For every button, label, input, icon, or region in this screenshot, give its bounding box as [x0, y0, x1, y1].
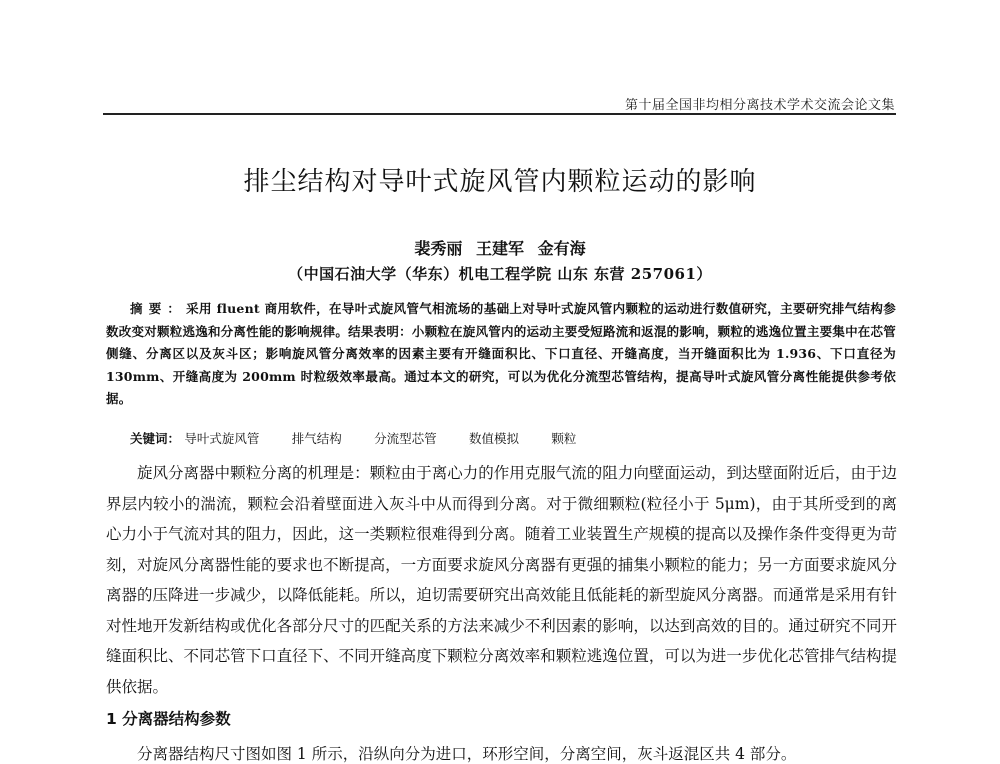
section-paragraph: 分离器结构尺寸图如图 1 所示，沿纵向分为进口，环形空间，分离空间，灰斗返混区共 4 部分。	[137, 745, 797, 763]
header-rule	[103, 113, 896, 115]
keyword: 导叶式旋风管	[184, 431, 260, 446]
affiliation: （中国石油大学（华东）机电工程学院 山东 东营 257061）	[288, 265, 712, 283]
authors: 裴秀丽 王建军 金有海	[414, 239, 586, 258]
keyword: 排气结构	[291, 431, 342, 446]
body-paragraph-text: 旋风分离器中颗粒分离的机理是：颗粒由于离心力的作用克服气流的阻力向壁面运动，到达壁面附近后，由于边界层内较小的湍流，颗粒会沿着壁面进入灰斗中从而得到分离。对于微细颗粒(粒径小于 5μm)，由于其所受到的离心力小于气流对其的阻力，因此，这一类颗粒很难得到分离。随着工业装置生产规模的提高以及操作条件变得更为苛刻，对旋风分离器性能的要求也不断提高，一方面要求旋风分离器有更强的捕集小颗粒的能力；另一方面要求旋风分离器的压降进一步减少，以降低能耗。所以，迫切需要研究出高效能且低能耗的新型旋风分离器。而通常是采用有针对性地开发新结构或优化各部分尺寸的匹配关系的方法来减少不利因素的影响，以达到高效的目的。通过研究不同开缝面积比、不同芯管下口直径下、不同开缝高度下颗粒分离效率和颗粒逃逸位置，可以为进一步优化芯管排气结构提供依据。	[106, 464, 897, 696]
running-header: 第十届全国非均相分离技术学术交流会论文集	[624, 98, 895, 113]
keyword: 颗粒	[551, 431, 577, 446]
abstract	[106, 298, 896, 411]
keywords-label: 关键词：	[130, 431, 181, 446]
section-heading: 1 分离器结构参数	[106, 710, 231, 728]
keyword: 分流型芯管	[374, 431, 437, 446]
abstract-text: 采用 fluent 商用软件，在导叶式旋风管气相流场的基础上对导叶式旋风管内颗粒的运动进行数值研究，主要研究排气结构参数改变对颗粒逃逸和分离性能的影响规律。结果表明：小颗粒在旋风管内的运动主要受短路流和返混的影响，颗粒的逃逸位置主要集中在芯管侧缝、分离区以及灰斗区；影响旋风管分离效率的因素主要有开缝面积比、下口直径、开缝高度，当开缝面积比为 1.936、下口直径为 130mm、开缝高度为 200mm 时粒级效率最高。通过本文的研究，可以为优化分流型芯管结构，提高导叶式旋风管分离性能提供参考依据。	[106, 301, 896, 406]
paper-title: 排尘结构对导叶式旋风管内颗粒运动的影响	[243, 167, 757, 197]
body-paragraph	[106, 458, 897, 702]
abstract-label: 摘要：	[130, 301, 187, 316]
keyword: 数值模拟	[469, 431, 520, 446]
keywords	[130, 429, 890, 447]
